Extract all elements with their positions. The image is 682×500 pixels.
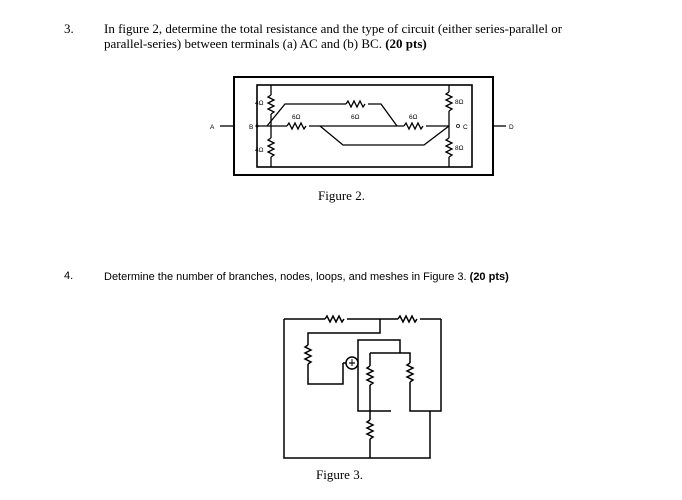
question-4-number: 4. bbox=[64, 270, 74, 282]
question-3-line-1: In figure 2, determine the total resistance and the type of circuit (either series-parallel or bbox=[104, 21, 563, 36]
label-r-mid-2: 6Ω bbox=[351, 114, 360, 121]
label-r-bottom-right: 8Ω bbox=[455, 145, 464, 152]
question-4-points: (20 pts) bbox=[469, 271, 509, 283]
fig3-resistor-bottom-vertical bbox=[367, 420, 373, 439]
figure-2-caption: Figure 2. bbox=[318, 188, 365, 203]
question-3-points: (20 pts) bbox=[385, 36, 427, 51]
figure-3-caption: Figure 3. bbox=[316, 467, 363, 482]
fig3-resistor-right-vertical bbox=[407, 363, 413, 382]
fig3-resistor-top-left bbox=[325, 316, 344, 322]
label-terminal-a: A bbox=[210, 124, 215, 131]
fig3-resistor-top-right bbox=[398, 316, 417, 322]
label-r-bottom-left: 4Ω bbox=[255, 147, 264, 154]
label-r-top-right: 8Ω bbox=[455, 99, 464, 106]
fig3-resistor-center-vertical bbox=[367, 366, 373, 385]
label-r-top-left: 4Ω bbox=[255, 100, 264, 107]
fig3-resistor-left-vertical bbox=[305, 345, 311, 364]
question-4-text-main: Determine the number of branches, nodes, loops, and meshes in Figure 3. bbox=[104, 271, 467, 283]
label-r-mid-1: 6Ω bbox=[292, 114, 301, 121]
label-terminal-b: B bbox=[249, 124, 254, 131]
label-terminal-c: C bbox=[463, 124, 468, 131]
label-terminal-d: D bbox=[509, 124, 514, 131]
label-r-mid-3: 6Ω bbox=[409, 114, 418, 121]
question-3-line-2-text: parallel-series) between terminals (a) AC and (b) BC. bbox=[104, 36, 382, 51]
question-3-number: 3. bbox=[64, 21, 74, 36]
